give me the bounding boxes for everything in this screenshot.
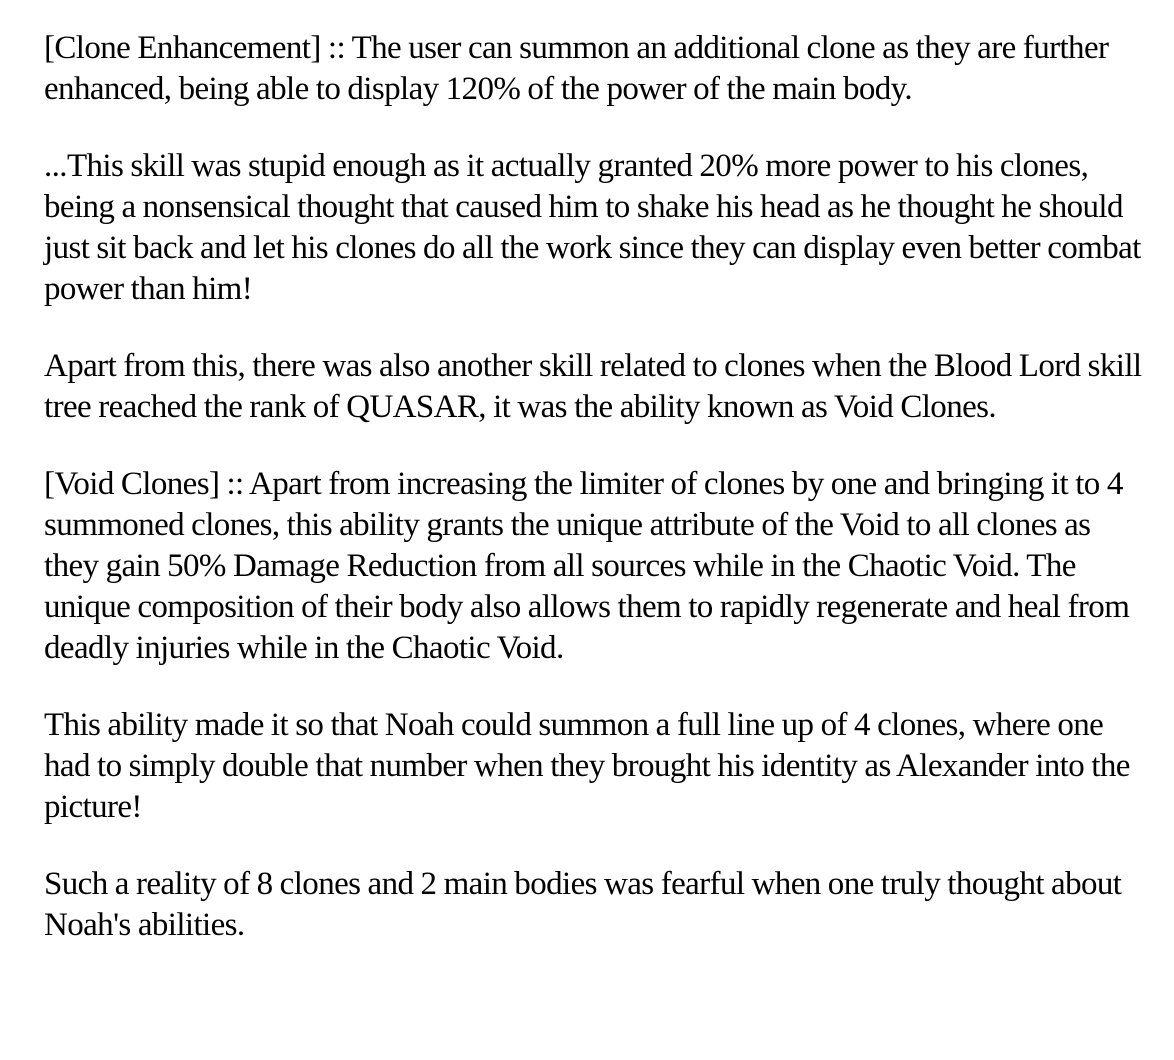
paragraph-quasar-skill: Apart from this, there was also another skill related to clones when the Blood Lord skill tree reached the rank of QUASAR, it was the ability known as Void Clones.	[44, 348, 1142, 425]
paragraph-reality: Such a reality of 8 clones and 2 main bodies was fearful when one truly thought about Noah's abilities.	[44, 866, 1122, 943]
paragraph-line-up: This ability made it so that Noah could summon a full line up of 4 clones, where one had to simply double that number when they brought his identity as Alexander into the picture!	[44, 707, 1130, 825]
paragraph-skill-commentary: ...This skill was stupid enough as it actually granted 20% more power to his clones, being a nonsensical thought that caused him to shake his head as he thought he should just sit back and let his clones do all the work since they can display even better combat power than him!	[44, 148, 1141, 307]
paragraph-void-clones: [Void Clones] :: Apart from increasing the limiter of clones by one and bringing it to 4 summoned clones, this ability grants the unique attribute of the Void to all clones as they gain 50% Damage Reduction from all sources while in the Chaotic Void. The unique composition of their body also allows them to rapidly regenerate and heal from deadly injuries while in the Chaotic Void.	[44, 466, 1130, 666]
document-body	[44, 28, 1144, 982]
paragraph-clone-enhancement: [Clone Enhancement] :: The user can summon an additional clone as they are further enhanced, being able to display 120% of the power of the main body.	[44, 30, 1109, 107]
